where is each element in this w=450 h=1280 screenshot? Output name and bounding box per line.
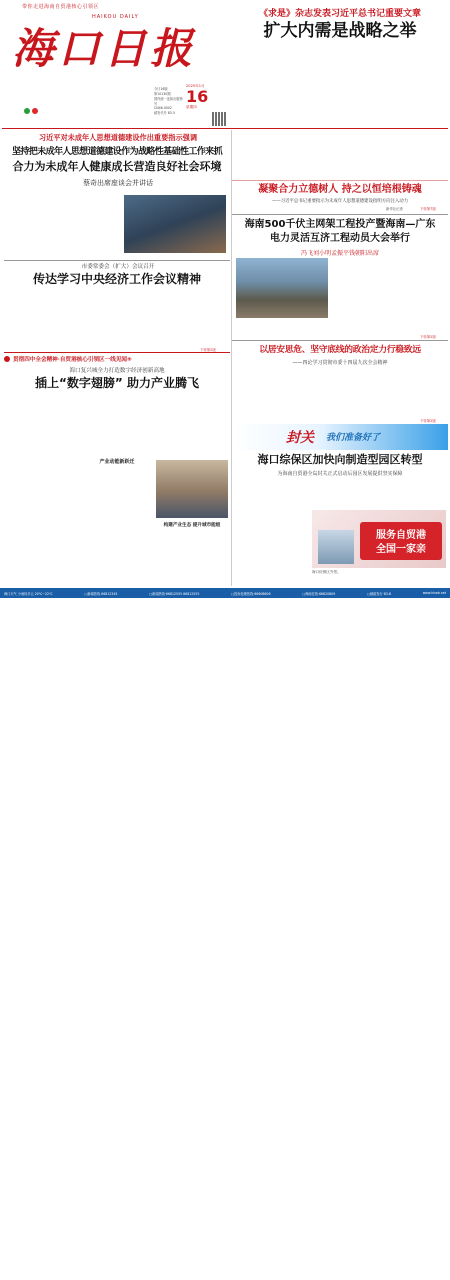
right2-body <box>0 510 92 524</box>
feature-headline: 插上“数字翅膀” 助力产业腾飞 <box>35 376 199 390</box>
feature-body <box>0 1260 72 1280</box>
meta-line: 国内统一连续出版物号 <box>154 97 183 106</box>
left-headline-line: 合力为未成年人健康成长营造良好社会环境 <box>12 160 222 173</box>
bonded-banner-sub: 我们准备好了 <box>326 433 381 443</box>
conf-body <box>0 674 70 730</box>
divider <box>232 340 448 341</box>
footer-weather: 海口天气 小雨转多云 20℃~22℃ <box>4 591 53 596</box>
right1-headline: 凝聚合力立德树人 持之以恒培根铸魂 <box>258 184 422 195</box>
bonded-banner <box>232 424 448 450</box>
right3-sub: ——四论学习贯彻市委十四届九次全会精神 <box>292 360 388 366</box>
date-day: 16 <box>186 87 209 106</box>
feature-caption: 产业动能新跃迁 <box>99 459 135 465</box>
conf-body <box>0 786 70 842</box>
right1-source: 新华社记者 <box>386 207 403 211</box>
footer-website[interactable]: www.hkwb.net <box>422 591 446 595</box>
feature-caption2: 构建产业生态 提升城市能级 <box>163 523 221 528</box>
masthead-name: 海口日报 <box>12 24 197 73</box>
conf-headline: 传达学习中央经济工作会议精神 <box>32 272 201 286</box>
right2-headline <box>232 218 448 246</box>
top-story-headline: 扩大内需是战略之举 <box>263 21 417 41</box>
footer-item: □邮政发行·83-8 <box>366 591 391 596</box>
column-separator <box>231 130 232 586</box>
divider <box>2 128 448 129</box>
meta-line: 邮发代号 83-5 <box>154 111 175 115</box>
left-story-sub: 蔡奇出席座谈会并讲话 <box>83 179 153 187</box>
bonded-caption: 海口综保区外景。 <box>312 570 341 574</box>
page-margin <box>0 598 450 640</box>
bonded-banner-title: 封关 <box>286 430 314 446</box>
right3-body <box>0 524 68 574</box>
date-weekday: 星期四 <box>186 105 197 109</box>
qr-code-icon <box>212 112 226 126</box>
meta-line: CN46-0002 <box>154 106 172 110</box>
masthead-english: HAIKOU DAILY <box>92 14 139 20</box>
feature-banner-icon <box>4 356 10 362</box>
footer-item: □投诉处理热线·66608606 <box>231 591 271 596</box>
weibo-icon <box>32 108 38 114</box>
feature-body <box>0 962 70 1022</box>
conf-kicker: 市委常委会（扩大）会议召开 <box>81 264 155 270</box>
bonded-sub: 为海南自贸港全岛封关正式启动后园区发展提供坚实保障 <box>277 471 403 477</box>
date-label: 2025年1月 <box>186 84 205 88</box>
date-box <box>186 84 224 110</box>
feature-body <box>0 842 70 902</box>
poster-building <box>318 530 354 564</box>
left-headline-line: 坚持把未成年人思想道德建设作为战略性基础性工作来抓 <box>11 147 222 157</box>
conf-continue: 下转第2版 <box>200 348 216 352</box>
divider <box>4 260 230 261</box>
left-story-kicker: 习近平对未成年人思想道德建设作出重要指示强调 <box>38 133 198 142</box>
right1-continue: 下转第7版 <box>420 207 436 211</box>
poster-line1: 服务自贸港 <box>376 530 426 541</box>
right2-body <box>0 434 54 510</box>
right3-headline: 以居安思危、坚守底线的政治定力行稳致远 <box>259 345 421 355</box>
conf-body <box>0 730 70 786</box>
top-story-kicker: 《求是》杂志发表习近平总书记重要文章 <box>258 9 421 19</box>
footer-item: □新闻热线 66812345 <box>84 591 118 596</box>
masthead-meta <box>154 86 184 115</box>
feature-banner <box>4 354 230 364</box>
right1-sub: ——习近平总书记重要指示为未成年人思想道德建设指明方向注入动力 <box>271 199 409 204</box>
right3-continue: 下转第2版 <box>420 419 436 423</box>
wechat-icon <box>24 108 30 114</box>
bonded-poster <box>312 510 446 568</box>
poster-line2: 全国一家亲 <box>376 544 426 555</box>
left-story-body <box>0 294 54 354</box>
divider <box>232 180 448 181</box>
meta-line: 今日16版 <box>154 87 168 91</box>
divider <box>232 214 448 215</box>
feature-body <box>0 1144 70 1260</box>
right2-headline-line: 电力灵活互济工程动员大会举行 <box>270 233 410 244</box>
feature-photo <box>156 460 228 518</box>
feature-banner-text: 贯彻四中全会精神·自贸港核心引领区一线见闻⑨ <box>13 357 132 363</box>
right2-sub: 冯飞刘小明孟振平钱朝阳出席 <box>300 250 379 257</box>
feature-kicker: 海口复兴城全力打造数字经济创新高地 <box>69 368 165 374</box>
divider <box>4 352 230 353</box>
feature-body <box>0 902 70 962</box>
right2-headline-line: 海南500千伏主网架工程投产暨海南—广东 <box>244 219 436 230</box>
footer-item: □新闻热线·66812555 66812555 <box>149 591 200 596</box>
feature-body <box>0 1022 70 1144</box>
right2-continue: 下转第2版 <box>420 335 436 339</box>
bonded-headline: 海口综保区加快向制造型园区转型 <box>257 453 423 466</box>
footer-bar <box>0 588 450 598</box>
meta-line: 第10130期 <box>154 92 171 96</box>
news-photo <box>124 195 226 253</box>
footer-item: □海南在线·66820809 <box>302 591 336 596</box>
left-story-headline <box>4 145 230 174</box>
power-plant-photo <box>236 258 328 318</box>
masthead-slogan: 带你走进海南自贸港核心引领区 <box>22 4 100 10</box>
